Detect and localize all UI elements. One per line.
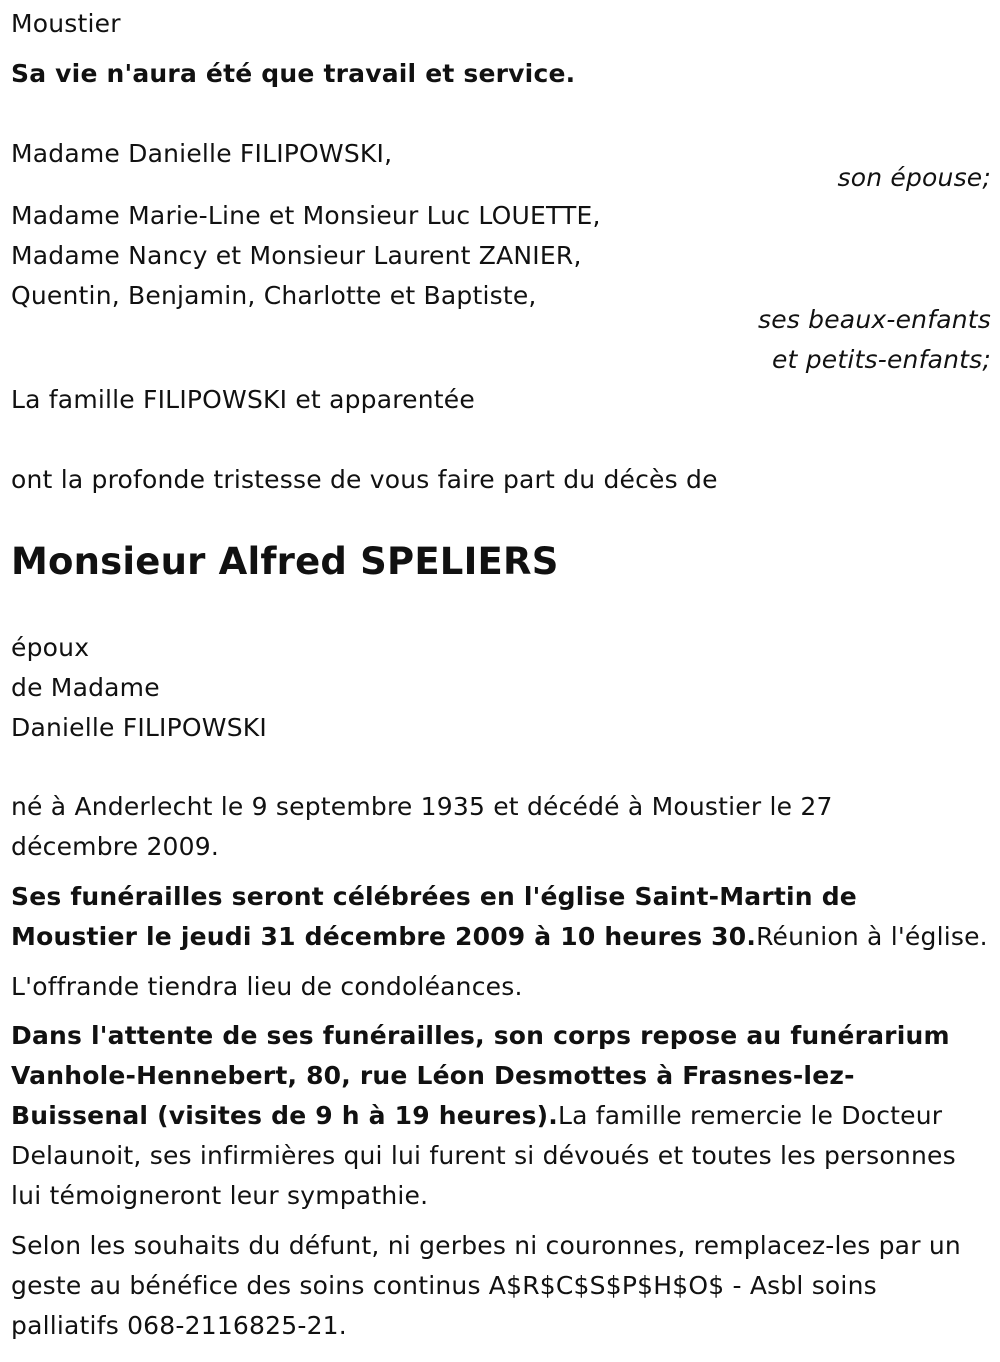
announcement-text: ont la profonde tristesse de vous faire part du décès de — [11, 465, 718, 494]
extended-family: La famille FILIPOWSKI et apparentée — [11, 385, 475, 414]
birth-death-text: né à Anderlecht le 9 septembre 1935 et décédé à Moustier le 27 décembre 2009. — [11, 792, 833, 861]
step-child-line-3: Quentin, Benjamin, Charlotte et Baptiste, — [11, 281, 537, 310]
step-child-line-2: Madame Nancy et Monsieur Laurent ZANIER, — [11, 241, 582, 270]
relation-line-2: de Madame — [11, 673, 160, 702]
thanks-text: La famille remercie le Docteur Delaunoit, ses infirmières qui lui furent si dévoués et toutes les personnes lui témoigneront leur sympathie. — [11, 1101, 956, 1210]
funeral-paragraph — [11, 877, 991, 957]
spouse-name: Madame Danielle FILIPOWSKI, — [11, 139, 393, 168]
spouse-role: son épouse; — [837, 163, 991, 192]
funeral-details: Ses funérailles seront célébrées en l'église Saint-Martin de Moustier le jeudi 31 décembre 2009 à 10 heures 30. — [11, 882, 857, 951]
wake-details: Dans l'attente de ses funérailles, son corps repose au funérarium Vanhole-Hennebert, 80, rue Léon Desmottes à Frasnes-lez-Buissenal (visites de 9 h à 19 heures). — [11, 1021, 950, 1130]
step-child-line-1: Madame Marie-Line et Monsieur Luc LOUETTE, — [11, 201, 601, 230]
step-children-role-2: et petits-enfants; — [771, 345, 991, 374]
offering-text: L'offrande tiendra lieu de condoléances. — [11, 972, 523, 1001]
step-children-role-1: ses beaux-enfants — [757, 305, 991, 334]
relation-line-3: Danielle FILIPOWSKI — [11, 713, 267, 742]
deceased-name: Monsieur Alfred SPELIERS — [11, 540, 559, 583]
wishes-text: Selon les souhaits du défunt, ni gerbes ni couronnes, remplacez-les par un geste au bénéfice des soins continus A$R$C$S$P$H$O$ - Asbl soins palliatifs 068-2116825-21. — [11, 1231, 961, 1340]
motto: Sa vie n'aura été que travail et service. — [11, 59, 576, 88]
relation-line-1: époux — [11, 633, 90, 662]
funeral-meeting: Réunion à l'église. — [756, 922, 988, 951]
wake-paragraph — [11, 1016, 991, 1216]
location-header: Moustier — [11, 9, 121, 38]
